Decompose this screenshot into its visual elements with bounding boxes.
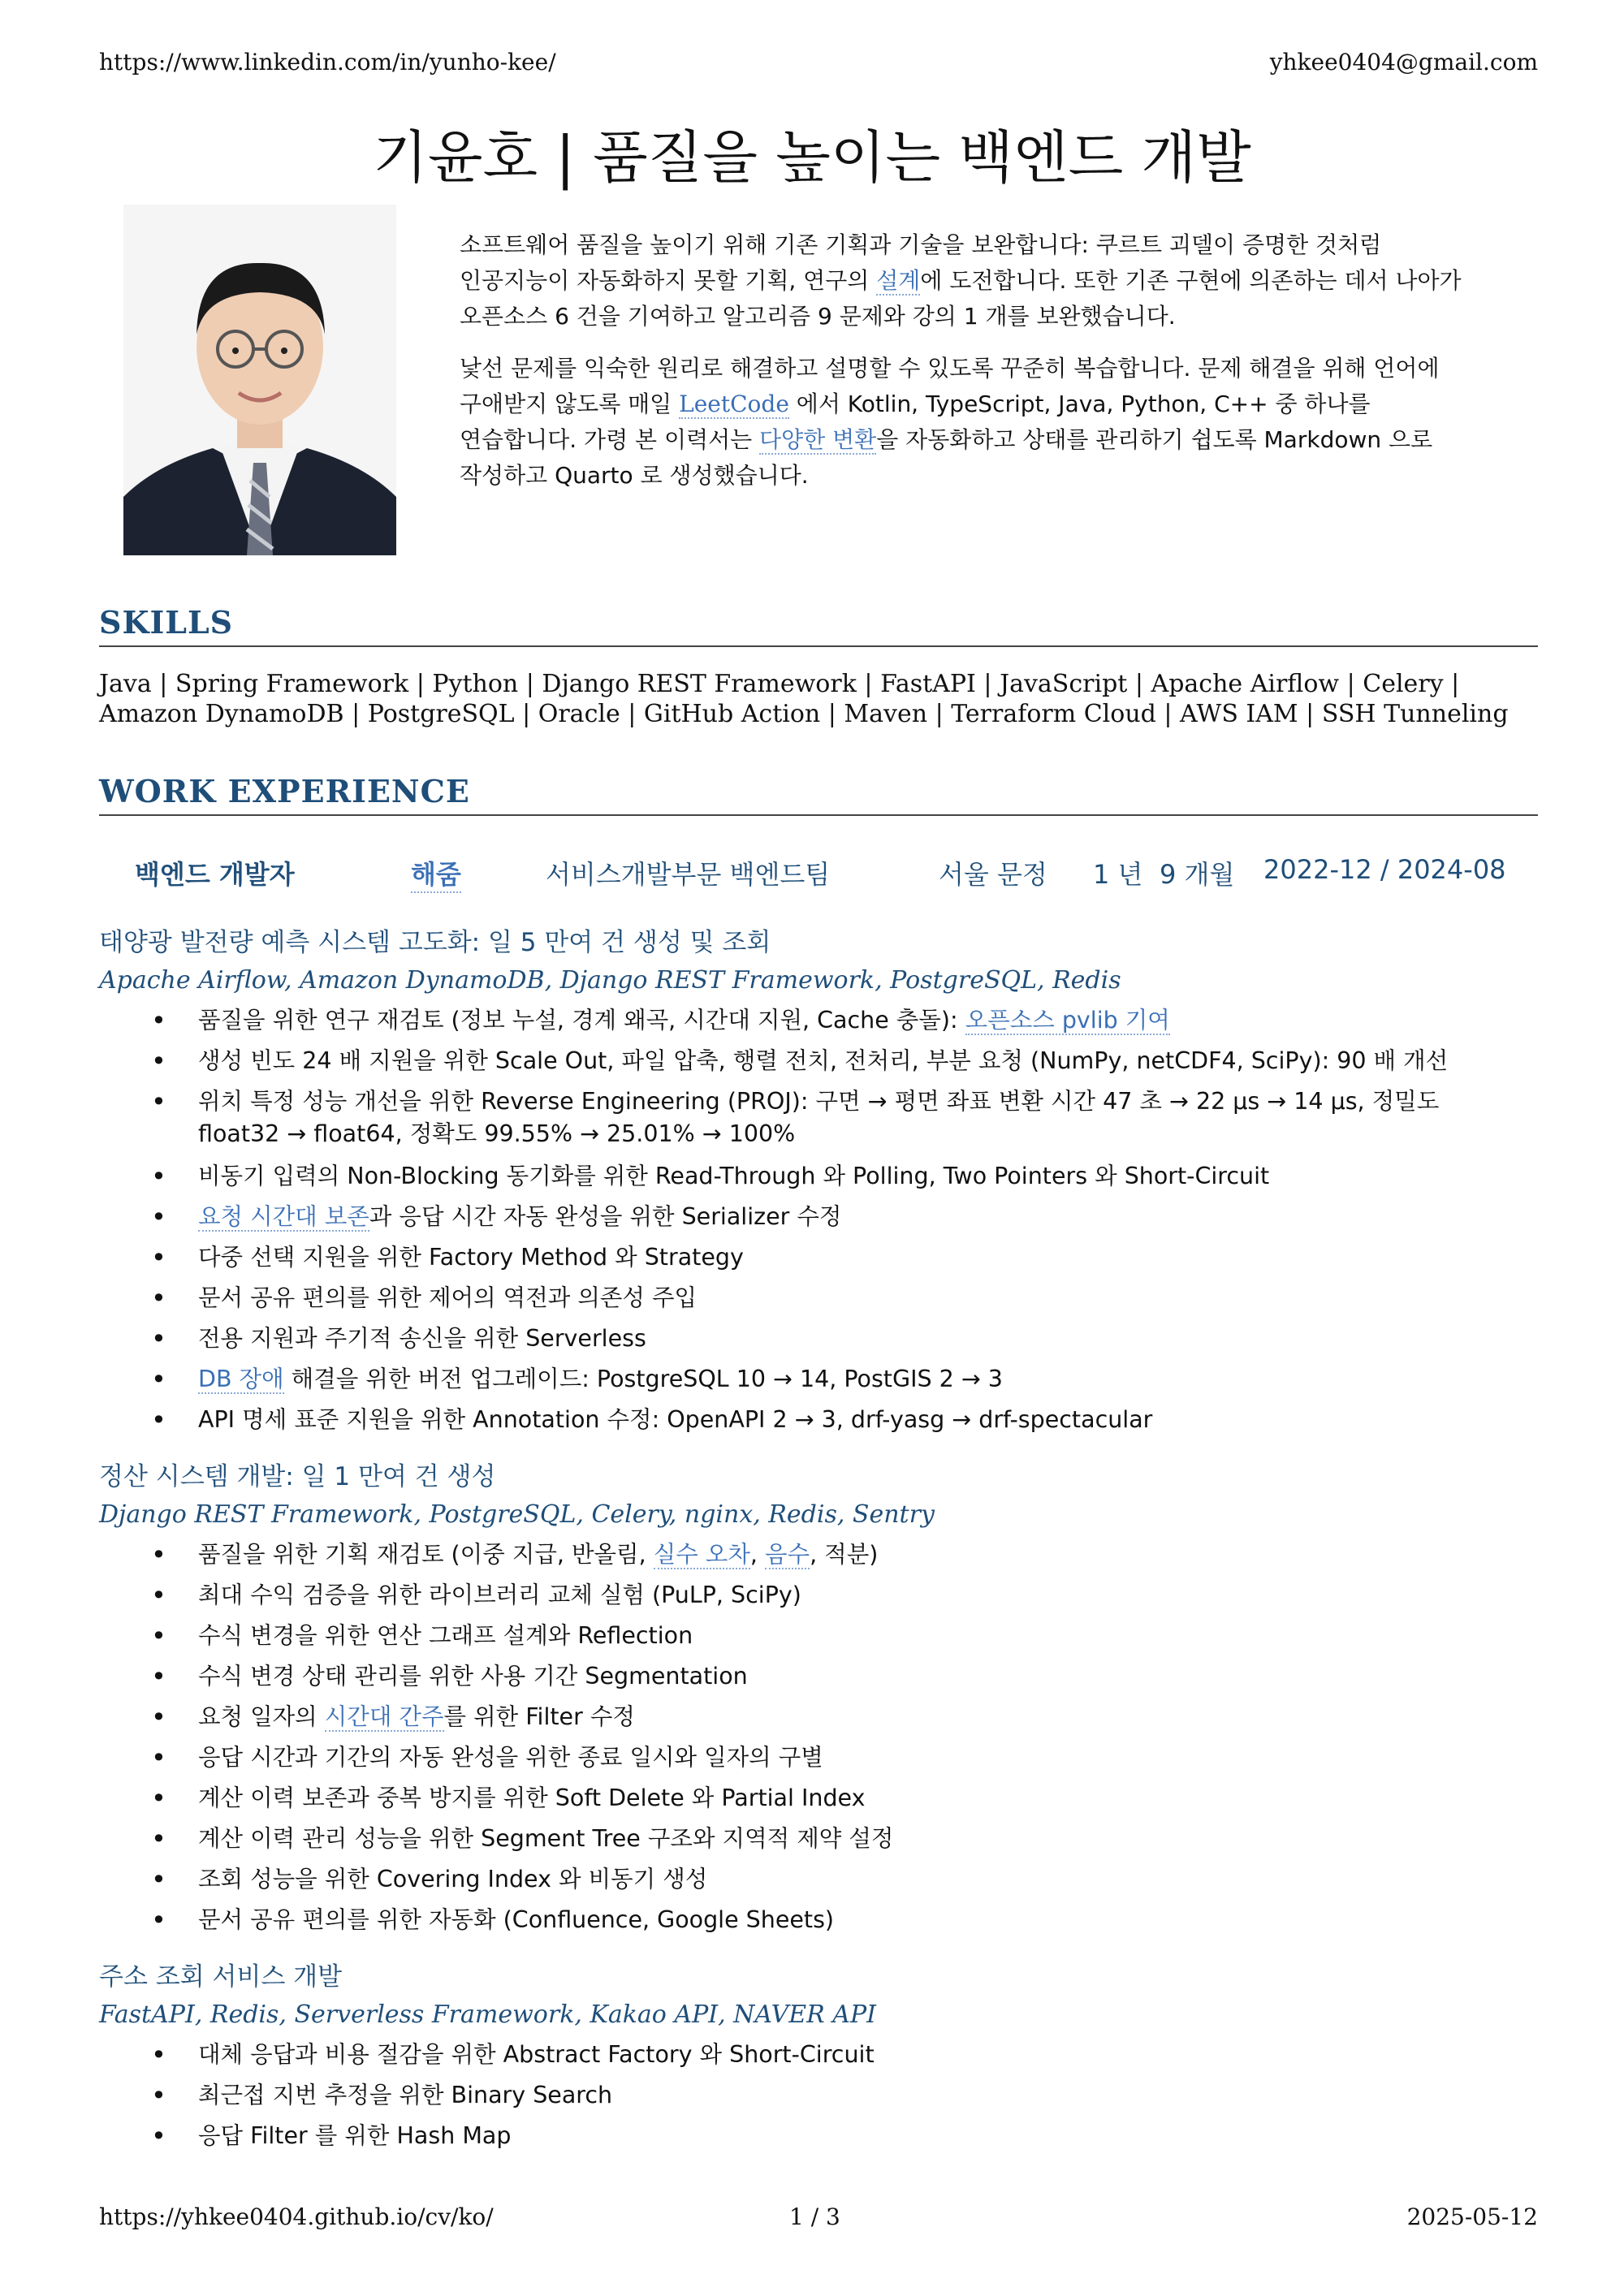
- footer-url[interactable]: https://yhkee0404.github.io/cv/ko/: [99, 2203, 494, 2230]
- page-number: 1 / 3: [789, 2203, 840, 2230]
- project-title: 주소 조회 서비스 개발: [99, 1962, 343, 1992]
- project-tech: FastAPI, Redis, Serverless Framework, Kakao API, NAVER API: [99, 2000, 876, 2029]
- project-items: [99, 1534, 1544, 1940]
- skills-list: [99, 669, 1544, 729]
- profile-photo: [123, 205, 396, 555]
- list-item: • 수식 변경을 위한 연산 그래프 설계와 Reflection: [198, 1616, 1544, 1656]
- list-item: • 계산 이력 보존과 중복 방지를 위한 Soft Delete 와 Partial Index: [198, 1778, 1544, 1819]
- work-experience-heading: WORK EXPERIENCE: [99, 773, 1538, 816]
- list-item: • 최대 수익 검증을 위한 라이브러리 교체 실험 (PuLP, SciPy): [198, 1575, 1544, 1616]
- list-item: • 품질을 위한 기획 재검토 (이중 지급, 반올림, 실수 오차, 음수, 적분): [198, 1534, 1544, 1575]
- list-item: • 문서 공유 편의를 위한 제어의 역전과 의존성 주입: [198, 1278, 1544, 1318]
- linkedin-link[interactable]: https://www.linkedin.com/in/yunho-kee/: [99, 49, 556, 76]
- page-footer: [99, 2203, 1538, 2230]
- project-items: [99, 2035, 1544, 2156]
- project-1: [99, 924, 1544, 1440]
- list-item: • 응답 Filter 를 위한 Hash Map: [198, 2116, 1544, 2156]
- timezone-assume-link[interactable]: 시간대 간주: [324, 1703, 444, 1730]
- leetcode-link[interactable]: LeetCode: [679, 391, 789, 417]
- intro-text: [460, 227, 1540, 510]
- list-item: • API 명세 표준 지원을 위한 Annotation 수정: OpenAPI 2 → 3, drf-yasg → drf-spectacular: [198, 1400, 1544, 1440]
- list-item: • 조회 성능을 위한 Covering Index 와 비동기 생성: [198, 1859, 1544, 1900]
- footer-date: 2025-05-12: [1406, 2203, 1538, 2230]
- negative-link[interactable]: 음수: [765, 1541, 810, 1568]
- design-link[interactable]: 설계: [876, 267, 921, 294]
- company-link[interactable]: 해줌: [411, 854, 461, 893]
- db-failure-link[interactable]: DB 장애: [198, 1366, 284, 1392]
- skills-heading: SKILLS: [99, 604, 1538, 647]
- person-portrait-icon: [123, 205, 396, 555]
- project-tech: Apache Airflow, Amazon DynamoDB, Django REST Framework, PostgreSQL, Redis: [99, 966, 1121, 995]
- project-title: 태양광 발전량 예측 시스템 고도화: 일 5 만여 건 생성 및 조회: [99, 928, 771, 957]
- list-item: • 문서 공유 편의를 위한 자동화 (Confluence, Google Sheets): [198, 1900, 1544, 1940]
- project-title: 정산 시스템 개발: 일 1 만여 건 생성: [99, 1462, 496, 1491]
- job-location: 서울 문정: [939, 859, 1047, 890]
- page-title: 기윤호 | 품질을 높이는 백엔드 개발: [373, 124, 1251, 191]
- list-item: • 비동기 입력의 Non-Blocking 동기화를 위한 Read-Through 와 Polling, Two Pointers 와 Short-Circuit: [198, 1156, 1544, 1197]
- list-item: • DB 장애 해결을 위한 버전 업그레이드: PostgreSQL 10 → 14, PostGIS 2 → 3: [198, 1359, 1544, 1400]
- list-item: • 대체 응답과 비용 절감을 위한 Abstract Factory 와 Short-Circuit: [198, 2035, 1544, 2075]
- projects: [99, 924, 1544, 2174]
- list-item: • 요청 일자의 시간대 간주를 위한 Filter 수정: [198, 1697, 1544, 1737]
- skills-line-1: Java | Spring Framework | Python | Django REST Framework | FastAPI | JavaScript | Apache Airflow | Celery |: [99, 670, 1460, 698]
- job-team: 서비스개발부문 백엔드팀: [546, 859, 831, 890]
- list-item: • 다중 선택 지원을 위한 Factory Method 와 Strategy: [198, 1237, 1544, 1278]
- project-3: [99, 1958, 1544, 2156]
- float-error-link[interactable]: 실수 오차: [653, 1541, 750, 1568]
- email-address[interactable]: yhkee0404@gmail.com: [1269, 49, 1538, 76]
- project-tech: Django REST Framework, PostgreSQL, Celery, nginx, Redis, Sentry: [99, 1500, 935, 1529]
- job-years: 1 년: [1093, 859, 1143, 890]
- top-bar: [99, 49, 1538, 76]
- list-item: • 품질을 위한 연구 재검토 (정보 누설, 경계 왜곡, 시간대 지원, Cache 충돌): 오픈소스 pvlib 기여: [198, 1000, 1544, 1041]
- list-item: • 수식 변경 상태 관리를 위한 사용 기간 Segmentation: [198, 1656, 1544, 1697]
- list-item: • 계산 이력 관리 성능을 위한 Segment Tree 구조와 지역적 제약 설정: [198, 1819, 1544, 1859]
- project-items: [99, 1000, 1544, 1440]
- job-period: 2022-12 / 2024-08: [1263, 854, 1506, 885]
- skills-line-2: Amazon DynamoDB | PostgreSQL | Oracle | GitHub Action | Maven | Terraform Cloud | AWS IAM | SSH Tunneling: [99, 700, 1509, 728]
- project-2: [99, 1458, 1544, 1940]
- pvlib-link[interactable]: 오픈소스 pvlib 기여: [965, 1007, 1170, 1034]
- conversion-link[interactable]: 다양한 변환: [759, 426, 877, 453]
- list-item: • 응답 시간과 기간의 자동 완성을 위한 종료 일시와 일자의 구별: [198, 1737, 1544, 1778]
- list-item: • 요청 시간대 보존과 응답 시간 자동 완성을 위한 Serializer 수정: [198, 1197, 1544, 1237]
- intro-paragraph-1: 소프트웨어 품질을 높이기 위해 기존 기획과 기술을 보완합니다: 쿠르트 괴델이 증명한 것처럼 인공지능이 자동화하지 못할 기획, 연구의 설계에 도전합니다. 또한 기존 구현에 의존하는 데서 나아가 오픈소스 6 건을 기여하고 알고리즘 9 문제와 강의 1 개를 보완했습니다.: [460, 231, 1462, 330]
- list-item: • 위치 특정 성능 개선을 위한 Reverse Engineering (PROJ): 구면 → 평면 좌표 변환 시간 47 초 → 22 μs → 14 μs, 정밀도 float32 → float64, 정확도 99.55% → 25.01% → 100%: [198, 1081, 1544, 1156]
- list-item: • 전용 지원과 주기적 송신을 위한 Serverless: [198, 1318, 1544, 1359]
- intro-paragraph-2: 낯선 문제를 익숙한 원리로 해결하고 설명할 수 있도록 꾸준히 복습합니다. 문제 해결을 위해 언어에 구애받지 않도록 매일 LeetCode 에서 Kotlin, TypeScript, Java, Python, C++ 중 하나를 연습합니다. 가령 본 이력서는 다양한 변환을 자동화하고 상태를 관리하기 쉽도록 Markdown 으로 작성하고 Quarto 로 생성했습니다.: [460, 355, 1440, 489]
- list-item: • 최근접 지번 추정을 위한 Binary Search: [198, 2075, 1544, 2116]
- job-months: 9 개월: [1160, 859, 1235, 890]
- job-role: 백엔드 개발자: [135, 859, 295, 890]
- list-item: • 생성 빈도 24 배 지원을 위한 Scale Out, 파일 압축, 행렬 전치, 전처리, 부분 요청 (NumPy, netCDF4, SciPy): 90 배 개선: [198, 1041, 1544, 1081]
- timezone-preserve-link[interactable]: 요청 시간대 보존: [198, 1203, 369, 1230]
